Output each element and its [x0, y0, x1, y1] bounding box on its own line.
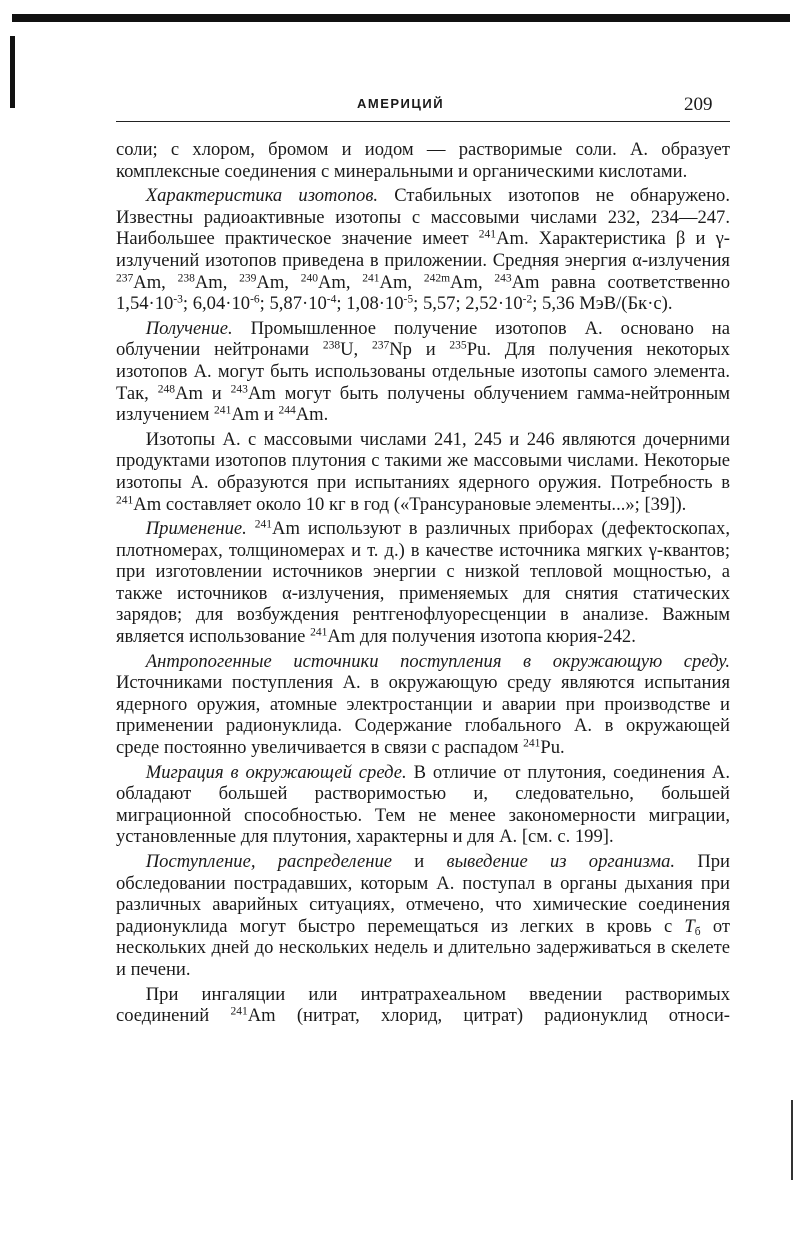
mass-number: 241 [362, 272, 380, 285]
text-run: Am, [379, 271, 424, 293]
text-run: Am могут быть получены облучением гамма-нейтронным излучением [116, 382, 730, 426]
text-run: от нескольких дней до нескольких недель и длительно задерживаться в скелете и печени. [116, 915, 730, 980]
text-run [247, 518, 255, 539]
text-run: Am (нитрат, хлорид, цитрат) радионуклид относи- [247, 1005, 730, 1027]
top-scan-edge [12, 14, 790, 22]
text-run: U, [340, 339, 372, 361]
text-run: Am и [231, 404, 279, 426]
section-heading: Применение. [145, 518, 247, 540]
mass-number: 241 [214, 404, 232, 417]
mass-number: 244 [278, 404, 296, 417]
mass-number: 241 [478, 229, 497, 242]
section-heading: Получение. [145, 317, 233, 339]
section-heading: Характеристика изотопов. [145, 185, 379, 207]
paragraph-intake-distribution [116, 851, 730, 981]
text-run: Am. [295, 404, 329, 426]
text-run: Изотопы А. с массовыми числами 241, 245 и 246 являются дочерними продуктами изотопов плутония с такими же массовыми числами. Некоторые изотопы А. образуются при испытаниях ядерного оружия. Потребность в [116, 428, 730, 493]
left-scan-edge [10, 36, 15, 108]
text-run: Промышленное получение изотопов А. основано на облучении нейтронами [116, 317, 730, 361]
paragraph-isotopes [116, 185, 730, 315]
mass-number: 243 [230, 383, 248, 396]
mass-number: 241 [230, 1005, 248, 1018]
mass-number: 241 [254, 518, 273, 531]
exponent: -6 [250, 293, 260, 306]
paragraph-production [116, 318, 730, 426]
text-run: Am, [194, 271, 240, 293]
text-run: и [392, 851, 447, 872]
text-run: Am, [317, 271, 363, 293]
mass-number: 235 [449, 340, 467, 353]
header-rule [116, 121, 730, 122]
text-run: Am, [133, 271, 178, 293]
mass-number: 239 [239, 272, 257, 285]
mass-number: 243 [494, 272, 512, 285]
text-run: ; 1,08·10 [336, 293, 404, 315]
text-run: Am составляет около 10 кг в год («Трансурановые элементы...»; [39]). [133, 493, 687, 515]
body-text [116, 139, 730, 1030]
text-run: Am, [256, 271, 301, 293]
half-time-subscript: б [694, 925, 701, 938]
text-run: Источниками поступления А. в окружающую среду являются испытания ядерного оружия, атомные электростанции и аварии при производстве и применении радионуклида. Содержание глобального А. в окружающей среде постоянно увеличивается в связи с распадом [116, 672, 730, 759]
text-run: Pu. [540, 737, 565, 759]
text-run: ; 5,87·10 [259, 293, 327, 315]
text-run: ; 5,36 МэВ/(Бк·с). [532, 293, 673, 315]
paragraph-inhalation [116, 984, 730, 1027]
page-number: 209 [684, 94, 713, 115]
text-run: Am. Характеристика β и γ-излучений изотопов приведена в приложении. Средняя энергия α-излучения [116, 228, 730, 271]
exponent: -4 [326, 293, 337, 306]
paragraph-salts [116, 139, 730, 182]
mass-number: 240 [300, 272, 318, 285]
text-run: соли; с хлором, бромом и иодом — растворимые соли. А. образует комплексные соединения с минеральными и органическими кислотами. [116, 139, 730, 182]
section-heading: Миграция в окружающей среде. [145, 761, 407, 783]
mass-number: 241 [523, 737, 541, 750]
mass-number: 237 [371, 340, 390, 353]
mass-number: 242m [423, 272, 451, 285]
text-run: Стабильных изотопов не обнаружено. Известны радиоактивные изотопы с массовыми числами 232, 234—247. Наибольшее практическое значение имеет [116, 185, 730, 250]
text-run: Am для получения изотопа кюрия-242. [327, 626, 636, 648]
text-run: В отличие от плутония, соединения А. обладают большей растворимостью и, следовательно, большей миграционной способностью. Тем не менее закономерности миграции, установленные для плутония, характерны и для А. [см. с. 199]. [116, 761, 730, 848]
exponent: -3 [173, 293, 183, 306]
exponent: -2 [522, 293, 533, 306]
section-heading: выведение из организма. [446, 851, 676, 872]
text-run: Am, [450, 271, 495, 293]
mass-number: 238 [177, 272, 195, 285]
mass-number: 237 [116, 272, 134, 285]
exponent: -5 [403, 293, 414, 306]
paragraph-daughter-products [116, 429, 730, 515]
text-run: При ингаляции или интратрахеальном введении растворимых соединений [116, 983, 730, 1027]
mass-number: 241 [310, 626, 328, 639]
paragraph-anthropogenic-sources [116, 651, 730, 759]
section-heading: Поступление, распределение [145, 851, 393, 872]
text-run: Am равна соответственно 1,54·10 [116, 271, 731, 315]
text-run: При обследовании пострадавших, которым А. поступал в органы дыхания при различных аварийных ситуациях, отмечено, что химические соединения радионуклида могут быстро перемещаться из легких в кровь с [116, 851, 731, 937]
text-run: Am используют в различных приборах (дефектоскопах, плотномерах, толщиномерах и т. д.) в качестве источника мягких γ-квантов; при изготовлении источников энергии с низкой тепловой мощностью, а также источников α-излучения, применяемых для снятия статических зарядов; для возбуждения рентгенофлуоресценции в анализе. Важным является использование [116, 518, 730, 648]
half-time-symbol: T [684, 915, 695, 937]
text-run: Np и [389, 339, 450, 361]
section-heading: Антропогенные источники поступления в окружающую среду. [145, 650, 730, 672]
text-run: Pu. Для получения некоторых изотопов А. могут быть использованы отдельные изотопы самого элемента. Так, [116, 339, 730, 404]
right-scan-edge [791, 1100, 793, 1180]
mass-number: 238 [322, 340, 341, 353]
running-title: АМЕРИЦИЙ [357, 96, 445, 111]
text-run: ; 6,04·10 [182, 293, 251, 315]
mass-number: 241 [116, 494, 134, 507]
paragraph-application [116, 518, 730, 648]
paragraph-migration [116, 762, 730, 848]
mass-number: 248 [157, 383, 176, 396]
text-run: Am и [175, 382, 231, 404]
text-run: ; 5,57; 2,52·10 [413, 293, 523, 315]
